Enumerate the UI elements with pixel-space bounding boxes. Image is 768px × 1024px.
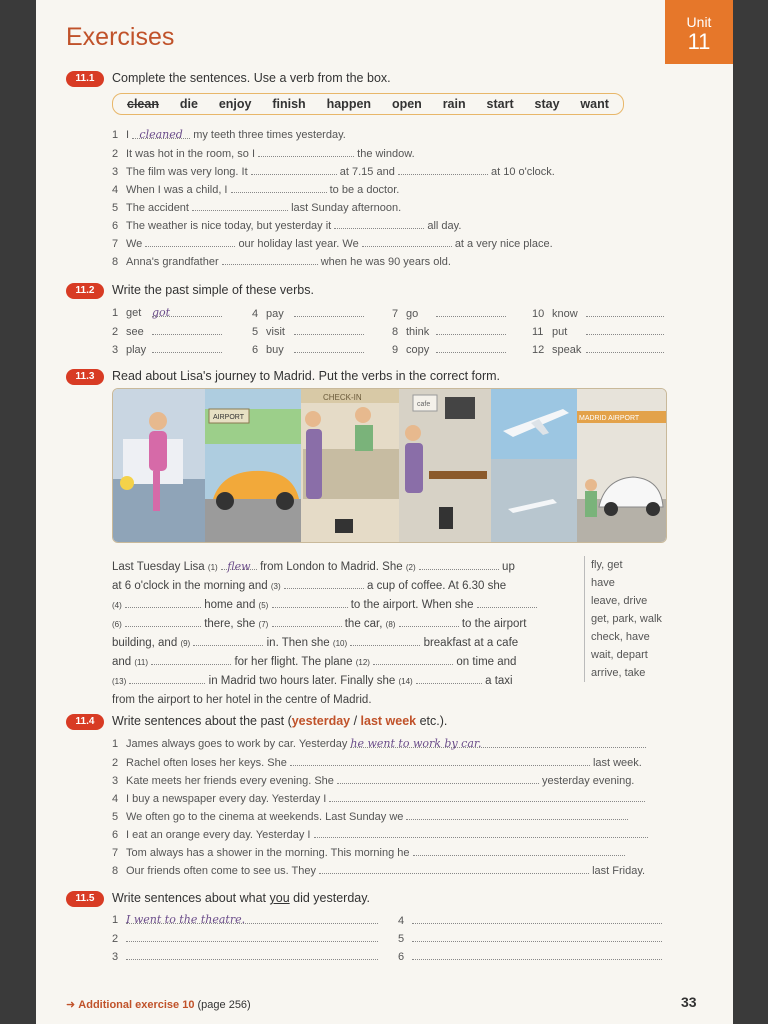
- exercise-badge-11-2: 11.2: [66, 283, 104, 299]
- answer-blank[interactable]: [272, 596, 348, 608]
- answer-blank[interactable]: [586, 306, 664, 317]
- verb-word: stay: [534, 97, 560, 111]
- answer-blank[interactable]: [586, 324, 664, 335]
- answer-blank[interactable]: [416, 672, 482, 684]
- exercise-line: 3: [112, 949, 378, 963]
- answer-blank[interactable]: [258, 146, 354, 157]
- verb-word: open: [391, 97, 422, 111]
- answer-blank[interactable]: [145, 236, 235, 247]
- verb-item: 11 put: [532, 324, 664, 338]
- arrow-right-icon: ➜: [66, 999, 76, 1011]
- workbook-page: [36, 0, 733, 1024]
- exercise-line: 1 I went to the theatre.: [112, 913, 378, 926]
- verb-item: 3 play: [112, 342, 222, 356]
- exercise-line: 3 The film was very long. It at 7.15 and at 10 o'clock.: [112, 166, 555, 178]
- verb-box: [112, 93, 624, 115]
- answer-blank[interactable]: [362, 236, 452, 247]
- exercise-11-2-instruction: Write the past simple of these verbs.: [112, 283, 314, 297]
- exercise-badge-11-3: 11.3: [66, 369, 104, 385]
- answer-blank[interactable]: [373, 653, 453, 665]
- cafe-sign: cafe: [417, 401, 431, 408]
- answer-blank[interactable]: [125, 615, 201, 627]
- exercise-badge-11-4: 11.4: [66, 714, 104, 730]
- verb-word: die: [179, 97, 198, 111]
- answer-blank[interactable]: [436, 306, 506, 317]
- answer-blank[interactable]: [294, 342, 364, 353]
- answer-blank[interactable]: [419, 558, 499, 570]
- exercise-line: 4 When I was a child, I to be a doctor.: [112, 184, 400, 196]
- exercise-badge-11-5: 11.5: [66, 891, 104, 907]
- exercise-line: 2 Rachel often loses her keys. She last week.: [112, 757, 642, 769]
- exercise-line: 2 It was hot in the room, so I the window.: [112, 148, 415, 160]
- answer-blank[interactable]: [314, 827, 648, 838]
- exercise-line: 6 The weather is nice today, but yesterday it all day.: [112, 220, 462, 232]
- answer-blank[interactable]: [412, 913, 662, 924]
- verb-item: 2 see: [112, 324, 222, 338]
- answer-blank[interactable]: [152, 342, 222, 353]
- exercise-line: 3 Kate meets her friends every evening. She yesterday evening.: [112, 775, 635, 787]
- answer-blank[interactable]: [222, 254, 318, 265]
- exercise-line: 5: [398, 931, 662, 945]
- verb-hints: fly, get have leave, drive get, park, walk check, have wait, depart arrive, take: [584, 556, 676, 682]
- verb-item: 7 go: [392, 306, 506, 320]
- answer-blank[interactable]: [152, 324, 222, 335]
- verb-item: 6 buy: [252, 342, 364, 356]
- journey-illustration-svg: [113, 389, 666, 542]
- lisa-story: Last Tuesday Lisa (1) flew from London to Madrid. She (2) up at 6 o'clock in the morning and (3) a cup of coffee. At 6.30 she (4) home and (5) to the airport. When she (6) there, she (7) the car, (8) to the airport building, and (9) in. Then she (10) breakfast at a cafe and (11) for her flight. The plane (12) on time and (13) in Madrid two hours later. Finally she (14) a taxi from the airport to her hotel in the centre of Madrid.: [112, 558, 582, 709]
- answer-blank[interactable]: [290, 755, 590, 766]
- airport-sign: AIRPORT: [213, 414, 244, 421]
- answer-blank[interactable]: [294, 306, 364, 317]
- exercise-line: 6: [398, 949, 662, 963]
- additional-exercise-link[interactable]: ➜ Additional exercise 10 (page 256): [66, 999, 251, 1011]
- answer-blank[interactable]: [251, 164, 337, 175]
- exercise-line: 4 I buy a newspaper every day. Yesterday I: [112, 791, 645, 805]
- verb-word: finish: [272, 97, 306, 111]
- verb-word: happen: [326, 97, 372, 111]
- answer-blank[interactable]: [151, 653, 231, 665]
- answer-blank[interactable]: [413, 845, 625, 856]
- answer-blank[interactable]: [126, 949, 378, 960]
- exercise-line: 7 We our holiday last year. We at a very nice place.: [112, 238, 553, 250]
- answer-blank[interactable]: [337, 773, 539, 784]
- verb-item: 10 know: [532, 306, 664, 320]
- answer-blank[interactable]: [319, 863, 589, 874]
- answer-blank[interactable]: [294, 324, 364, 335]
- verb-item: 5 visit: [252, 324, 364, 338]
- exercise-line: 8 Anna's grandfather when he was 90 years old.: [112, 256, 451, 268]
- exercise-line: 5 We often go to the cinema at weekends. Last Sunday we: [112, 809, 628, 823]
- unit-number: 11: [687, 29, 711, 54]
- exercise-line: 8 Our friends often come to see us. They last Friday.: [112, 865, 646, 877]
- madrid-airport-sign: MADRID AIRPORT: [579, 415, 640, 422]
- answer-blank[interactable]: [272, 615, 342, 627]
- exercise-11-4-instruction: Write sentences about the past (yesterday / last week etc.).: [112, 714, 448, 728]
- answer-blank[interactable]: [126, 931, 378, 942]
- answer-blank[interactable]: [436, 342, 506, 353]
- answer-blank[interactable]: [334, 218, 424, 229]
- exercise-line: 7 Tom always has a shower in the morning. This morning he: [112, 845, 625, 859]
- answer-blank[interactable]: got: [152, 306, 222, 317]
- answer-blank[interactable]: [350, 634, 420, 646]
- verb-item: 4 pay: [252, 306, 364, 320]
- page-number: 33: [681, 994, 697, 1010]
- exercise-line: 4: [398, 913, 662, 927]
- exercise-line: 6 I eat an orange every day. Yesterday I: [112, 827, 648, 841]
- exercise-line: 1 James always goes to work by car. Yesterday he went to work by car.: [112, 737, 646, 750]
- answer-blank[interactable]: [231, 182, 327, 193]
- answer-blank[interactable]: [586, 342, 664, 353]
- unit-label: Unit: [686, 14, 712, 30]
- exercise-line: 2: [112, 931, 378, 945]
- answer-blank[interactable]: [125, 596, 201, 608]
- unit-tab: [665, 0, 733, 64]
- verb-word: rain: [442, 97, 466, 111]
- answer-blank[interactable]: [192, 200, 288, 211]
- exercise-11-3-instruction: Read about Lisa's journey to Madrid. Put the verbs in the correct form.: [112, 369, 500, 383]
- verb-word: clean: [127, 97, 159, 111]
- answer-blank[interactable]: [193, 634, 263, 646]
- check-in-sign: CHECK-IN: [323, 393, 362, 402]
- answer-blank[interactable]: flew: [221, 558, 257, 570]
- answer-blank[interactable]: [329, 791, 645, 802]
- answer-blank[interactable]: [412, 931, 662, 942]
- answer-blank[interactable]: [398, 164, 488, 175]
- exercise-line: 5 The accident last Sunday afternoon.: [112, 202, 402, 214]
- exercise-badge-11-1: 11.1: [66, 71, 104, 87]
- answer-blank[interactable]: he went to work by car.: [350, 737, 646, 748]
- verb-word: start: [486, 97, 514, 111]
- answer-blank[interactable]: [436, 324, 506, 335]
- verb-word: enjoy: [218, 97, 252, 111]
- answer-blank[interactable]: [284, 577, 364, 589]
- answer-blank[interactable]: [477, 596, 537, 608]
- answer-blank[interactable]: [406, 809, 628, 820]
- page-title: Exercises: [66, 23, 175, 51]
- exercise-11-1-instruction: Complete the sentences. Use a verb from the box.: [112, 71, 391, 85]
- journey-illustration: [112, 388, 667, 543]
- answer-blank[interactable]: [399, 615, 459, 627]
- verb-item: 9 copy: [392, 342, 506, 356]
- verb-item: 8 think: [392, 324, 506, 338]
- answer-blank[interactable]: cleaned: [132, 128, 190, 139]
- verb-item: 12 speak: [532, 342, 664, 356]
- answer-blank[interactable]: [412, 949, 662, 960]
- exercise-11-5-instruction: Write sentences about what you did yesterday.: [112, 891, 371, 905]
- exercise-line: 1 I cleaned my teeth three times yesterday.: [112, 128, 346, 141]
- verb-word: want: [580, 97, 609, 111]
- answer-blank[interactable]: [129, 672, 205, 684]
- answer-blank[interactable]: I went to the theatre.: [126, 913, 378, 924]
- verb-item: 1 get got: [112, 306, 222, 319]
